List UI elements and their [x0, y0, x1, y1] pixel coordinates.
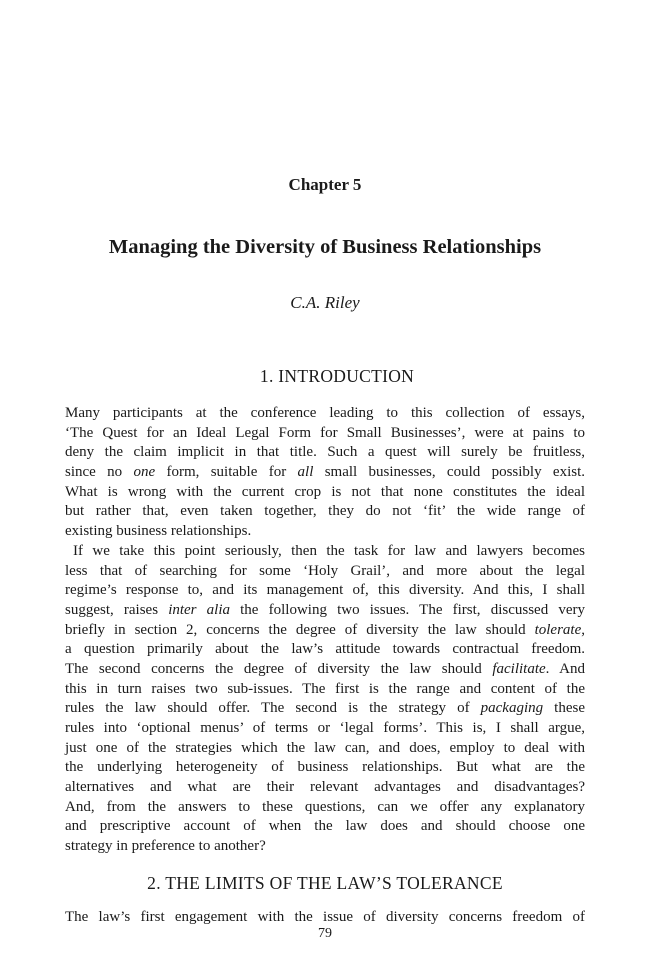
text-line: and prescriptive account of when the law does and should choose one [65, 818, 585, 835]
page-number: 79 [318, 926, 332, 941]
section-1-body [65, 404, 585, 857]
text-line: The law’s first engagement with the issue of diversity concerns freedom of [65, 909, 585, 925]
section-2-heading: 2. THE LIMITS OF THE LAW’S TOLERANCE [147, 873, 503, 893]
text-line: the underlying heterogeneity of business relationships. But what are the [65, 759, 585, 776]
text-line: Many participants at the conference leading to this collection of essays, [65, 405, 585, 421]
text-line: existing business relationships. [65, 523, 252, 540]
text-line: suggest, raises inter alia the following two issues. The first, discussed very [65, 601, 585, 618]
text-line: less that of searching for some ‘Holy Grail’, and more about the legal [65, 562, 585, 579]
text-line: regime’s response to, and its management of, this diversity. And this, I shall [65, 582, 585, 599]
text-line: rules the law should offer. The second is the strategy of packaging these [65, 700, 585, 717]
text-line: And, from the answers to these questions, can we offer any explanatory [65, 798, 585, 815]
text-line: a question primarily about the law’s attitude towards contractual freedom. [65, 641, 585, 658]
text-line: this in turn raises two sub-issues. The first is the range and content of the [65, 680, 585, 697]
text-line: briefly in section 2, concerns the degree of diversity the law should tolerate, [65, 621, 585, 638]
text-line: since no one form, suitable for all small businesses, could possibly exist. [65, 464, 586, 481]
text-line: The second concerns the degree of diversity the law should facilitate. And [65, 660, 585, 677]
text-line: alternatives and what are their relevant advantages and disadvantages? [65, 779, 585, 796]
text-line: rules into ‘optional menus’ of terms or ‘legal forms’. This is, I shall argue, [65, 720, 585, 736]
text-line: deny the claim implicit in that title. Such a quest will surely be fruitless, [65, 444, 585, 461]
chapter-label: Chapter 5 [288, 175, 362, 194]
text-line: just one of the strategies which the law can, and does, employ to deal with [65, 739, 585, 756]
section-1-heading: 1. INTRODUCTION [259, 366, 415, 386]
text-line: If we take this point seriously, then the task for law and lawyers becomes [73, 542, 585, 559]
text-line: ‘The Quest for an Ideal Legal Form for Small Businesses’, were at pains to [65, 424, 585, 441]
text-line: What is wrong with the current crop is not that none constitutes the ideal [65, 483, 585, 500]
section-2-body [65, 908, 585, 928]
text-line: strategy in preference to another? [65, 838, 266, 855]
chapter-title: Managing the Diversity of Business Relationships [108, 236, 542, 258]
author-name: C.A. Riley [290, 293, 360, 312]
text-line: but rather that, even taken together, they do not ‘fit’ the wide range of [65, 503, 585, 520]
